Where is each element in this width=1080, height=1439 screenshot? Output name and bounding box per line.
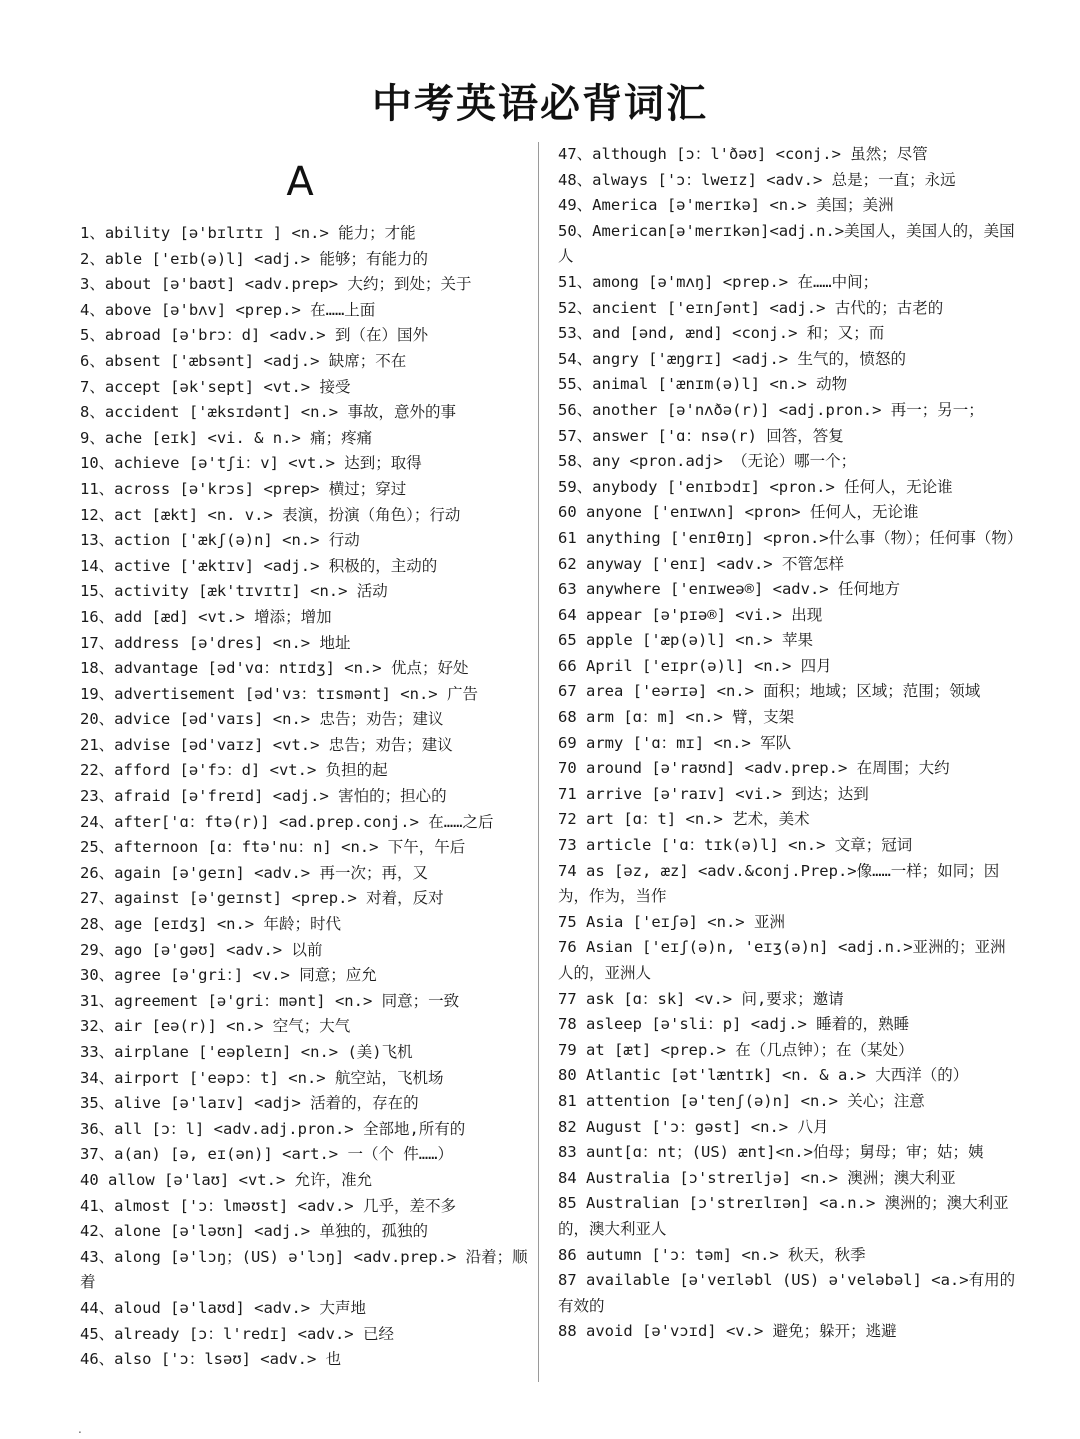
vocab-entry: 43、along [ə'lɔŋ；(US) ə'lɔŋ] <adv.prep.> 沿着；顺着 — [80, 1247, 528, 1292]
vocab-entry: 35、alive [ə'laɪv] <adj> 活着的，存在的 — [80, 1094, 419, 1113]
vocab-entry: 17、address [ə'dres] <n.> 地址 — [80, 633, 351, 652]
vocab-entry: 9、ache [eɪk] <vi. & n.> 痛；疼痛 — [80, 428, 373, 447]
vocab-entry: 79 at [æt] <prep.> 在（几点钟）；在（某处） — [558, 1040, 914, 1059]
vocab-entry: 23、afraid [ə'freɪd] <adj.> 害怕的；担心的 — [80, 787, 447, 806]
vocab-entry: 63 anywhere ['enɪweə®] <adv.> 任何地方 — [558, 580, 900, 599]
vocab-entry: 13、action ['ækʃ(ə)n] <n.> 行动 — [80, 531, 360, 550]
vocab-entry: 47、although [ɔ：l'ðəʊ] <conj.> 虽然；尽管 — [558, 145, 928, 163]
vocab-entry: 20、advice [əd'vaɪs] <n.> 忠告；劝告；建议 — [80, 710, 444, 729]
vocab-entry: 45、already [ɔ：l'redɪ] <adv.> 已经 — [80, 1324, 394, 1343]
vocab-entry: 76 Asian ['eɪʃ(ə)n, 'eɪʒ(ə)n] <adj.n.>亚洲的；亚洲人的，亚洲人 — [558, 938, 1006, 982]
vocab-entry: 51、among [ə'mʌŋ] <prep.> 在……中间； — [558, 272, 879, 291]
vocab-entry: 30、agree [ə'gri：] <v.> 同意；应允 — [80, 966, 377, 985]
vocab-entry: 15、activity [æk'tɪvɪtɪ] <n.> 活动 — [80, 582, 388, 601]
vocab-entry: 80 Atlantic [ət'læntɪk] <n. & a.> 大西洋（的） — [558, 1066, 969, 1085]
vocab-entry: 64 appear [ə'pɪə®] <vi.> 出现 — [558, 605, 823, 624]
vocab-entry: 4、above [ə'bʌv] <prep.> 在……上面 — [80, 300, 376, 319]
left-entry-list — [80, 221, 530, 1373]
page-title: 中考英语必背词汇 — [372, 80, 708, 127]
vocab-entry: 31、agreement [ə'gri：mənt] <n.> 同意；一致 — [80, 991, 460, 1010]
vocab-entry: 72 art [ɑ：t] <n.> 艺术，美术 — [558, 810, 810, 829]
vocab-entry: 67 area ['eərɪə] <n.> 面积；地域；区域；范围；领域 — [558, 682, 981, 701]
vocab-entry: 11、across [ə'krɔs] <prep> 横过；穿过 — [80, 479, 407, 498]
vocab-entry: 7、accept [ək'sept] <vt.> 接受 — [80, 377, 351, 396]
vocab-entry: 68 arm [ɑ：m] <n.> 臂，支架 — [558, 708, 795, 727]
vocab-entry: 18、advantage [əd'vɑ：ntɪdʒ] <n.> 优点；好处 — [80, 659, 469, 678]
vocab-entry: 54、angry ['æŋgrɪ] <adj.> 生气的，愤怒的 — [558, 349, 906, 368]
right-column — [558, 142, 1023, 1345]
vocab-entry: 19、advertisement [əd'vɜ：tɪsmənt] <n.> 广告 — [80, 684, 478, 703]
right-entry-list — [558, 142, 1023, 1345]
vocab-entry: 58、any <pron.adj> （无论）哪一个； — [558, 452, 857, 471]
vocab-entry: 50、American[ə'merɪkən]<adj.n.>美国人，美国人的，美国人 — [558, 221, 1015, 266]
vocab-entry: 57、answer ['ɑ：nsə(r) 回答，答复 — [558, 426, 844, 445]
vocab-entry: 74 as [əz, æz] <adv.&conj.Prep.>像……一样；如同；因为，作为，当作 — [558, 861, 1000, 906]
vocab-entry: 46、also ['ɔ：lsəʊ] <adv.> 也 — [80, 1350, 342, 1369]
vocab-entry: 21、advise [əd'vaɪz] <vt.> 忠告；劝告；建议 — [80, 735, 453, 754]
vocab-entry: 6、absent ['æbsənt] <adj.> 缺席；不在 — [80, 351, 407, 370]
vocab-entry: 44、aloud [ə'laʊd] <adv.> 大声地 — [80, 1298, 366, 1317]
vocab-entry: 87 available [ə'veɪləbl (US) ə'veləbəl] <a.>有用的有效的 — [558, 1271, 1016, 1315]
left-column — [80, 155, 530, 1373]
vocab-entry: 86 autumn ['ɔ：təm] <n.> 秋天，秋季 — [558, 1245, 866, 1264]
vocab-entry: 36、all [ɔ：l] <adv.adj.pron.> 全部地,所有的 — [80, 1119, 466, 1138]
vocab-entry: 56、another [ə'nʌðə(r)] <adj.pron.> 再一；另一； — [558, 400, 984, 419]
vocab-entry: 82 August ['ɔ：gəst] <n.> 八月 — [558, 1117, 829, 1136]
vocab-entry: 78 asleep [ə'sli：p] <adj.> 睡着的，熟睡 — [558, 1015, 910, 1034]
vocab-entry: 8、accident ['æksɪdənt] <n.> 事故，意外的事 — [80, 403, 456, 422]
vocab-entry: 12、act [ækt] <n. v.> 表演，扮演（角色）；行动 — [80, 505, 461, 524]
vocab-entry: 26、again [ə'geɪn] <adv.> 再一次；再，又 — [80, 863, 428, 882]
vocab-entry: 25、afternoon [ɑ：ftə'nu：n] <n.> 下午，午后 — [80, 838, 466, 857]
vocab-entry: 16、add [æd] <vt.> 增添；增加 — [80, 607, 332, 626]
vocab-entry: 28、age [eɪdʒ] <n.> 年龄；时代 — [80, 915, 341, 934]
stray-mark: . — [78, 1422, 82, 1436]
vocab-entry: 10、achieve [ə'tʃi：v] <vt.> 达到；取得 — [80, 454, 422, 473]
vocab-entry: 61 anything ['enɪθɪŋ] <pron.>什么事（物）；任何事（物） — [558, 528, 1023, 547]
vocab-entry: 5、abroad [ə'brɔ：d] <adv.> 到（在）国外 — [80, 326, 428, 345]
vocab-entry: 71 arrive [ə'raɪv] <vi.> 到达；达到 — [558, 784, 869, 803]
vocab-entry: 42、alone [ə'ləʊn] <adj.> 单独的，孤独的 — [80, 1222, 428, 1241]
vocab-entry: 85 Australian [ɔ'streɪlɪən] <a.n.> 澳洲的；澳大利亚的，澳大利亚人 — [558, 1194, 1009, 1238]
vocab-entry: 81 attention [ə'tenʃ(ə)n] <n.> 关心；注意 — [558, 1091, 925, 1110]
vocab-entry: 65 apple ['æp(ə)l] <n.> 苹果 — [558, 631, 813, 650]
vocab-entry: 29、ago [ə'gəʊ] <adv.> 以前 — [80, 940, 323, 959]
vocab-entry: 84 Australia [ɔ'streɪljə] <n.> 澳洲；澳大利亚 — [558, 1168, 956, 1187]
vocab-entry: 34、airport ['eəpɔ：t] <n.> 航空站，飞机场 — [80, 1068, 444, 1087]
vocab-entry: 75 Asia ['eɪʃə] <n.> 亚洲 — [558, 912, 785, 931]
vocab-entry: 37、a(an) [ə, eɪ(ən)] <art.> 一（个 件……） — [80, 1145, 453, 1164]
vocab-entry: 59、anybody ['enɪbɔdɪ] <pron.> 任何人，无论谁 — [558, 477, 953, 496]
vocab-entry: 40 allow [ə'laʊ] <vt.> 允许，准允 — [80, 1170, 373, 1189]
vocab-entry: 49、America [ə'merɪkə] <n.> 美国；美洲 — [558, 196, 894, 215]
vocab-entry: 83 aunt[ɑ：nt；(US) ænt]<n.>伯母；舅母；审；姑；姨 — [558, 1143, 984, 1162]
vocab-entry: 1、ability [ə'bɪlɪtɪ ] <n.> 能力；才能 — [80, 224, 416, 242]
vocab-entry: 73 article ['ɑ：tɪk(ə)l] <n.> 文章；冠词 — [558, 836, 913, 855]
vocab-entry: 88 avoid [ə'vɔɪd] <v.> 避免；躲开；逃避 — [558, 1322, 897, 1341]
vocab-entry: 70 around [ə'raʊnd] <adv.prep.> 在周围；大约 — [558, 759, 950, 778]
column-divider — [538, 142, 539, 1382]
vocab-entry: 48、always ['ɔ：lweɪz] <adv.> 总是；一直；永远 — [558, 170, 956, 189]
vocab-entry: 52、ancient ['eɪnʃənt] <adj.> 古代的；古老的 — [558, 298, 944, 317]
vocab-entry: 2、able ['eɪb(ə)l] <adj.> 能够；有能力的 — [80, 249, 428, 268]
vocab-entry: 69 army ['ɑ：mɪ] <n.> 军队 — [558, 733, 792, 752]
vocab-entry: 3、about [ə'baʊt] <adv.prep> 大约；到处；关于 — [80, 275, 472, 294]
vocab-entry: 22、afford [ə'fɔ：d] <vt.> 负担的起 — [80, 761, 388, 780]
vocab-entry: 55、animal ['ænɪm(ə)l] <n.> 动物 — [558, 375, 848, 394]
vocab-entry: 77 ask [ɑ：sk] <v.> 问,要求；邀请 — [558, 989, 844, 1008]
vocab-entry: 32、air [eə(r)] <n.> 空气；大气 — [80, 1017, 351, 1036]
vocab-entry: 24、after['ɑ：ftə(r)] <ad.prep.conj.> 在……之后 — [80, 812, 494, 831]
vocab-entry: 14、active ['æktɪv] <adj.> 积极的，主动的 — [80, 556, 438, 575]
vocab-entry: 33、airplane ['eəpleɪn] <n.> (美)飞机 — [80, 1043, 413, 1061]
vocab-entry: 66 April ['eɪpr(ə)l] <n.> 四月 — [558, 656, 832, 675]
vocab-entry: 41、almost ['ɔ：lməʊst] <adv.> 几乎，差不多 — [80, 1196, 456, 1215]
vocab-entry: 27、against [ə'geɪnst] <prep.> 对着，反对 — [80, 889, 444, 908]
vocab-entry: 62 anyway ['enɪ] <adv.> 不管怎样 — [558, 554, 844, 573]
section-letter: A — [286, 159, 314, 205]
vocab-entry: 53、and [ənd, ænd] <conj.> 和；又；而 — [558, 324, 885, 343]
vocab-entry: 60 anyone ['enɪwʌn] <pron> 任何人，无论谁 — [558, 503, 919, 522]
